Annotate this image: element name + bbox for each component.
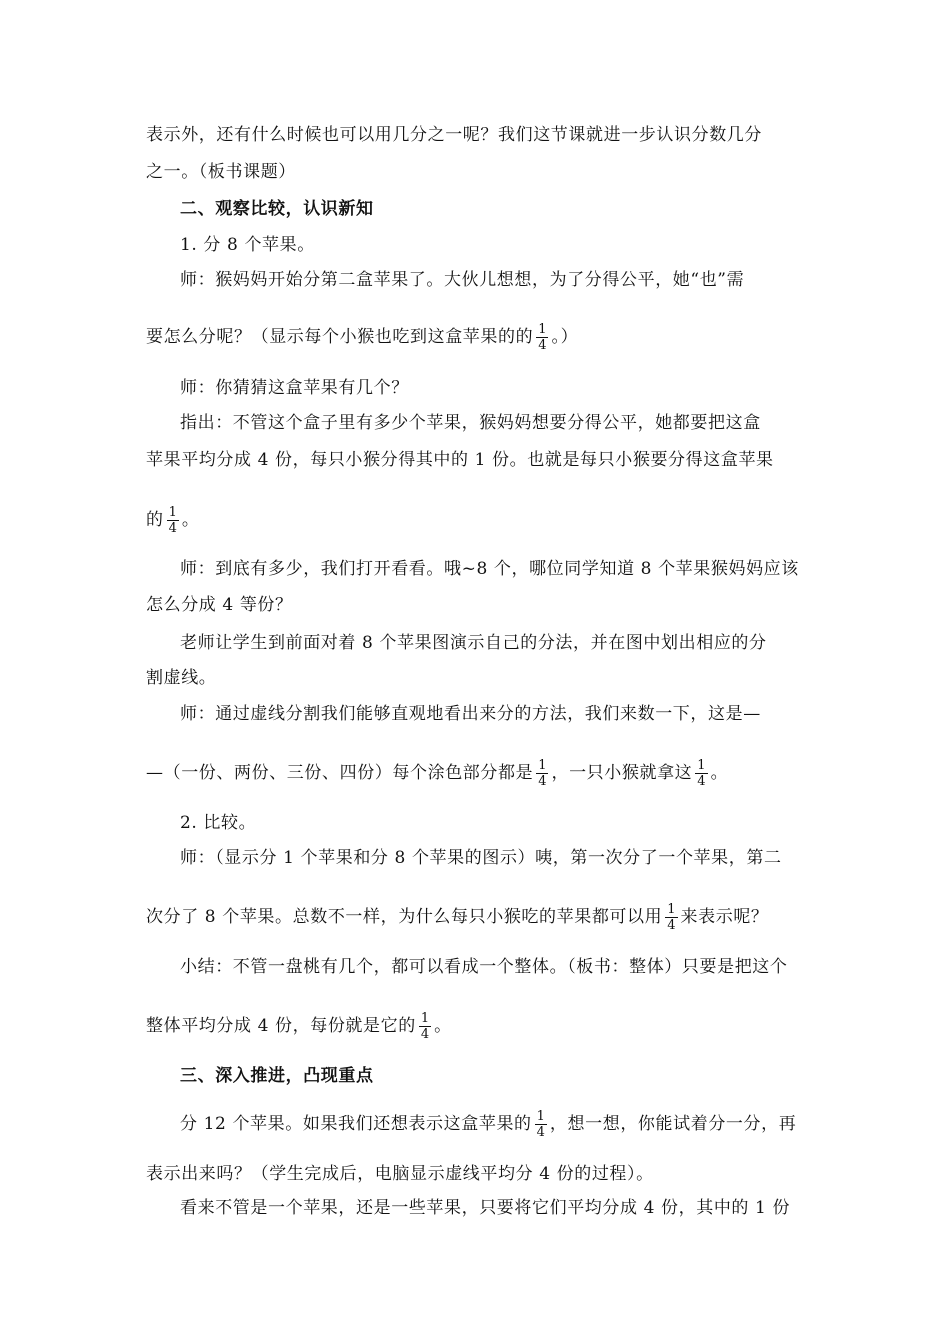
fraction-denominator: 4 bbox=[667, 918, 676, 933]
fraction-numerator: 1 bbox=[536, 1109, 545, 1124]
paragraph-line-with-fraction bbox=[180, 1109, 808, 1140]
fraction-denominator: 4 bbox=[538, 338, 547, 353]
paragraph-line: 怎么分成 4 等份？ bbox=[146, 595, 293, 615]
text-segment: 分 12 个苹果。如果我们还想表示这盒苹果的 bbox=[180, 1114, 532, 1134]
fraction-numerator: 1 bbox=[697, 758, 706, 773]
fraction-denominator: 4 bbox=[536, 1125, 545, 1140]
paragraph-line: 表示外，还有什么时候也可以用几分之一呢？我们这节课就进一步认识分数几分 bbox=[146, 125, 762, 145]
fraction-one-quarter bbox=[167, 505, 179, 536]
fraction-one-quarter bbox=[695, 758, 707, 789]
fraction-numerator: 1 bbox=[538, 322, 547, 337]
text-segment: ，一只小猴就拿这 bbox=[551, 763, 693, 783]
fraction-one-quarter bbox=[419, 1011, 431, 1042]
text-segment: —（一份、两份、三份、四份）每个涂色部分都是 bbox=[146, 763, 534, 783]
fraction-denominator: 4 bbox=[168, 521, 177, 536]
paragraph-line-with-fraction bbox=[146, 505, 808, 536]
fraction-numerator: 1 bbox=[538, 758, 547, 773]
fraction-one-quarter bbox=[665, 902, 677, 933]
list-item-1: 1. 分 8 个苹果。 bbox=[180, 235, 315, 255]
paragraph-line: 看来不管是一个苹果，还是一些苹果，只要将它们平均分成 4 份，其中的 1 份 bbox=[180, 1198, 791, 1218]
paragraph-line: 老师让学生到前面对着 8 个苹果图演示自己的分法，并在图中划出相应的分 bbox=[180, 633, 767, 653]
text-segment: 。 bbox=[434, 1016, 452, 1036]
section-heading-3: 三、深入推进，凸现重点 bbox=[180, 1066, 374, 1086]
paragraph-line: 指出：不管这个盒子里有多少个苹果，猴妈妈想要分得公平，她都要把这盒 bbox=[180, 413, 761, 433]
paragraph-line: 苹果平均分成 4 份，每只小猴分得其中的 1 份。也就是每只小猴要分得这盒苹果 bbox=[146, 450, 774, 470]
paragraph-line: 师：到底有多少，我们打开看看。哦~8 个，哪位同学知道 8 个苹果猴妈妈应该 bbox=[180, 559, 799, 579]
fraction-denominator: 4 bbox=[697, 774, 706, 789]
paragraph-line: 师：你猜猜这盒苹果有几个？ bbox=[180, 378, 409, 398]
text-segment: 。 bbox=[710, 763, 729, 783]
fraction-numerator: 1 bbox=[168, 505, 177, 520]
fraction-one-quarter bbox=[536, 758, 548, 789]
fraction-denominator: 4 bbox=[420, 1027, 430, 1042]
text-segment: 。 bbox=[181, 510, 200, 530]
text-segment: ，想一想，你能试着分一分，再 bbox=[549, 1114, 797, 1134]
paragraph-line: 割虚线。 bbox=[146, 668, 217, 688]
text-segment: 来表示呢？ bbox=[680, 907, 769, 927]
paragraph-line-with-fraction bbox=[146, 322, 808, 353]
paragraph-line: 师：通过虚线分割我们能够直观地看出来分的方法，我们来数一下，这是— bbox=[180, 704, 761, 724]
paragraph-line: 表示出来吗？（学生完成后，电脑显示虚线平均分 4 份的过程）。 bbox=[146, 1164, 654, 1184]
text-segment: 要怎么分呢？（显示每个小猴也吃到这盒苹果的的 bbox=[146, 327, 534, 347]
paragraph-line: 之一。（板书课题） bbox=[146, 162, 296, 182]
list-item-2: 2. 比较。 bbox=[180, 813, 257, 833]
fraction-denominator: 4 bbox=[538, 774, 547, 789]
paragraph-line: 小结：不管一盘桃有几个，都可以看成一个整体。（板书：整体）只要是把这个 bbox=[180, 957, 788, 977]
text-segment: 的 bbox=[146, 510, 164, 530]
fraction-numerator: 1 bbox=[667, 902, 676, 917]
text-segment: 整体平均分成 4 份，每份就是它的 bbox=[146, 1016, 416, 1036]
text-segment: 。） bbox=[551, 327, 579, 347]
fraction-one-quarter bbox=[536, 322, 548, 353]
fraction-one-quarter bbox=[535, 1109, 547, 1140]
paragraph-line-with-fraction bbox=[146, 1011, 808, 1042]
paragraph-line: 师：猴妈妈开始分第二盒苹果了。大伙儿想想，为了分得公平，她“也”需 bbox=[180, 270, 745, 290]
fraction-numerator: 1 bbox=[420, 1011, 430, 1026]
paragraph-line: 师：（显示分 1 个苹果和分 8 个苹果的图示）咦，第一次分了一个苹果，第二 bbox=[180, 848, 782, 868]
paragraph-line-with-fraction bbox=[146, 758, 808, 789]
section-heading-2: 二、观察比较，认识新知 bbox=[180, 199, 374, 219]
paragraph-line-with-fraction bbox=[146, 902, 808, 933]
text-segment: 次分了 8 个苹果。总数不一样，为什么每只小猴吃的苹果都可以用 bbox=[146, 907, 663, 927]
